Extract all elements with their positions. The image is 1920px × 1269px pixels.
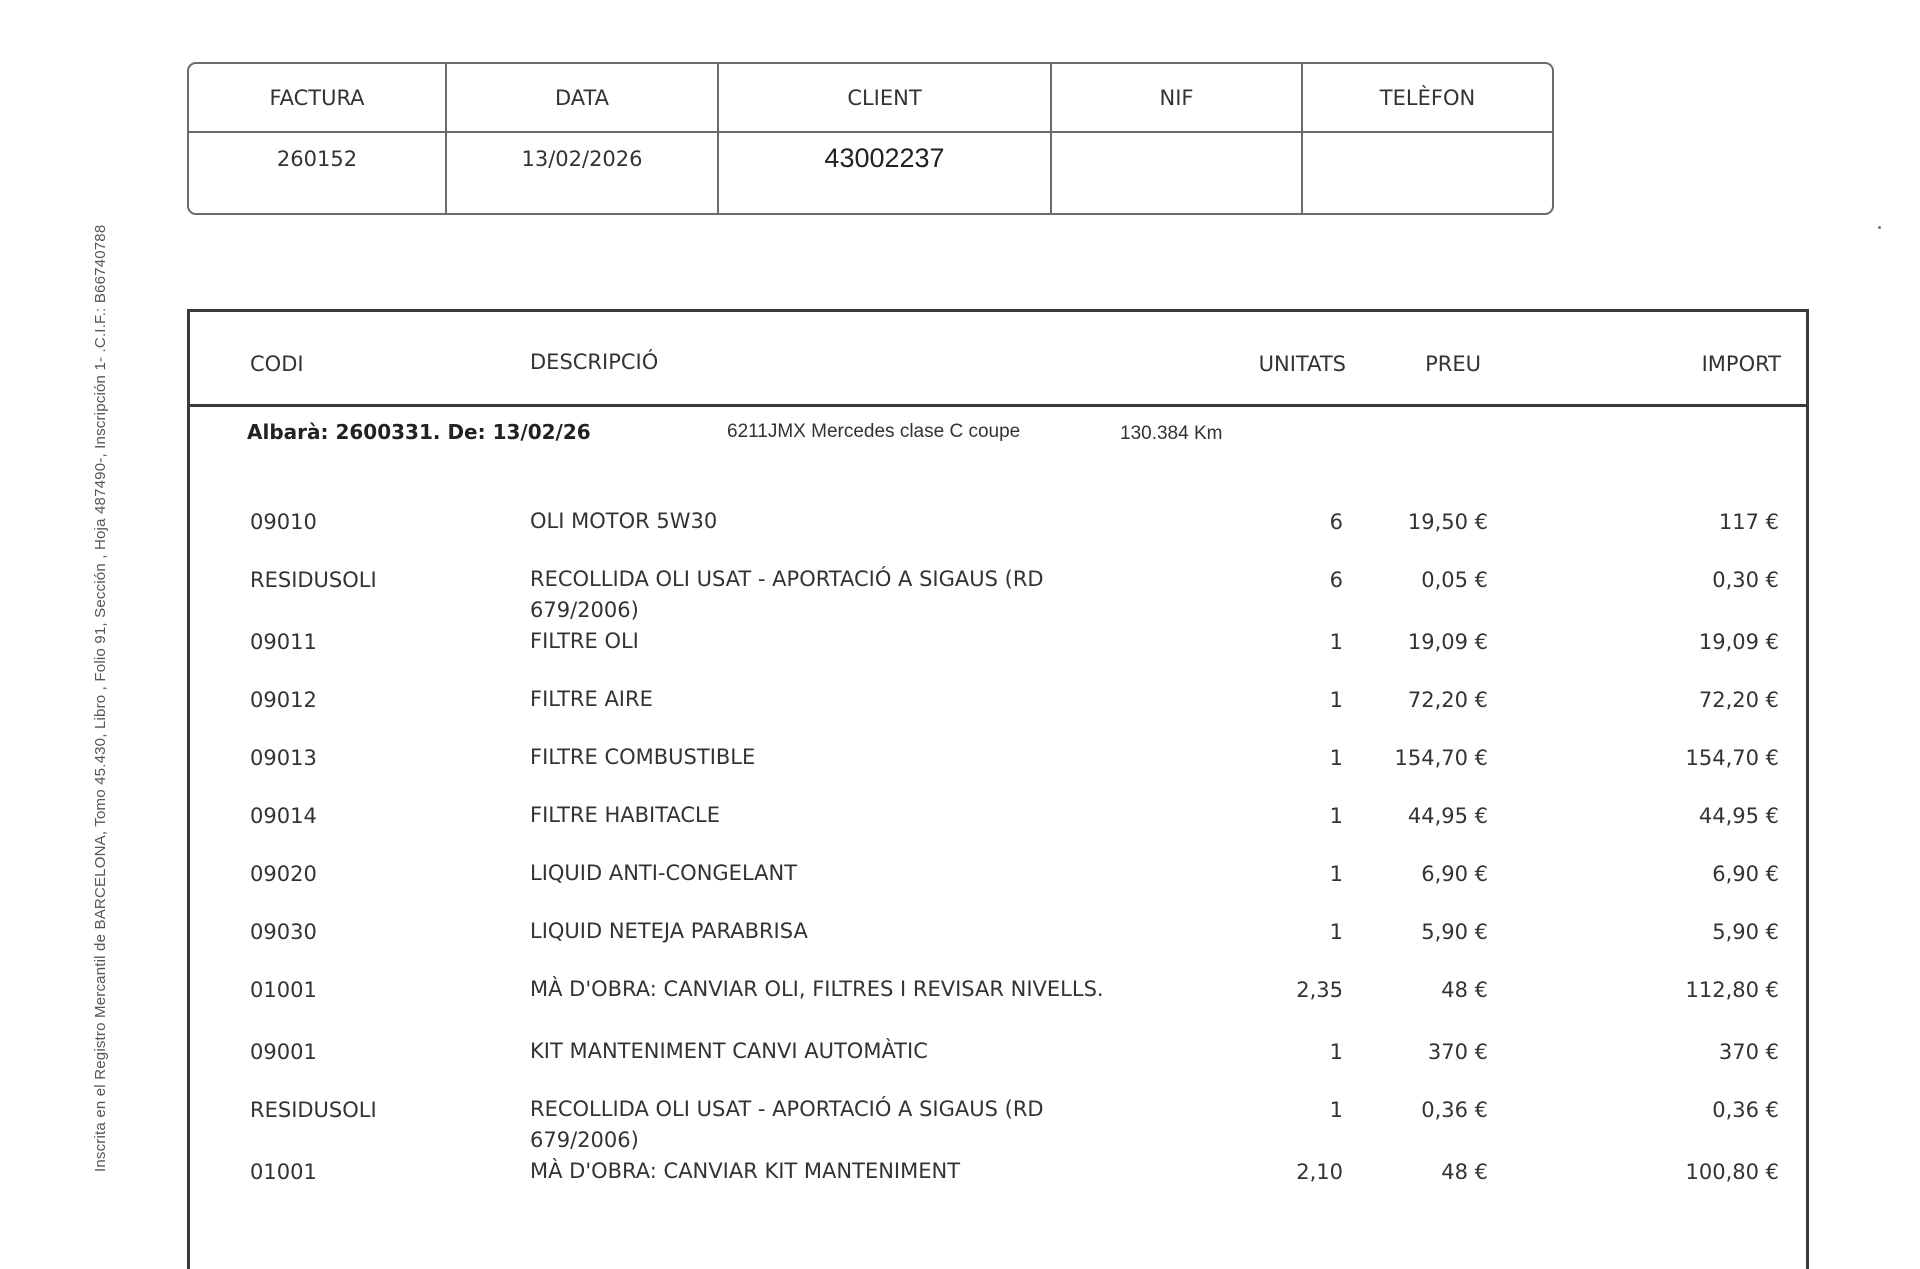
unitats-cell: 1 [1329,1098,1343,1122]
descripcio-cell: RECOLLIDA OLI USAT - APORTACIÓ A SIGAUS (RD 679/2006) [530,567,1044,622]
table-row [190,804,1806,862]
preu-cell: 44,95 € [1407,804,1488,828]
table-row [190,630,1806,688]
data-label: DATA [447,64,719,131]
codi-cell: 09013 [250,746,317,770]
table-row [190,862,1806,920]
invoice-info-box [187,62,1554,215]
descripcio-cell: MÀ D'OBRA: CANVIAR KIT MANTENIMENT [530,1159,961,1183]
invoice-info-header [189,64,1552,133]
factura-value: 260152 [189,133,447,215]
unitats-cell: 2,10 [1296,1160,1343,1184]
preu-cell: 6,90 € [1421,862,1488,886]
nif-label: NIF [1052,64,1303,131]
scan-speck [1878,226,1881,229]
nif-value [1052,133,1303,215]
import-cell: 100,80 € [1685,1160,1779,1184]
table-row [190,1040,1806,1098]
descripcio-cell: LIQUID NETEJA PARABRISA [530,919,808,943]
table-row [190,510,1806,568]
import-cell: 117 € [1718,510,1779,534]
descripcio-cell: FILTRE AIRE [530,687,653,711]
codi-cell: 09012 [250,688,317,712]
import-cell: 112,80 € [1685,978,1779,1002]
import-cell: 0,30 € [1712,568,1779,592]
albara-line [247,420,1806,450]
codi-cell: 09030 [250,920,317,944]
preu-column-header: PREU [1425,352,1481,376]
codi-cell: 09001 [250,1040,317,1064]
lines-table-header [190,312,1806,407]
import-cell: 72,20 € [1698,688,1779,712]
codi-cell: 09020 [250,862,317,886]
descripcio-cell: FILTRE COMBUSTIBLE [530,745,756,769]
table-row [190,1160,1806,1218]
telefon-label: TELÈFON [1379,85,1476,110]
import-cell: 154,70 € [1685,746,1779,770]
codi-cell: RESIDUSOLI [250,568,377,592]
invoice-lines-table [187,309,1809,1269]
table-row [190,688,1806,746]
descripcio-cell: MÀ D'OBRA: CANVIAR OLI, FILTRES I REVISAR NIVELLS. [530,977,1104,1001]
codi-cell: 09011 [250,630,317,654]
preu-cell: 0,05 € [1421,568,1488,592]
preu-cell: 19,09 € [1407,630,1488,654]
client-value: 43002237 [719,133,1052,215]
codi-cell: 09010 [250,510,317,534]
table-row [190,978,1806,1040]
descripcio-cell: KIT MANTENIMENT CANVI AUTOMÀTIC [530,1039,928,1063]
codi-cell: RESIDUSOLI [250,1098,377,1122]
mileage: 130.384 Km [1120,423,1223,444]
factura-label: FACTURA [189,64,447,131]
preu-cell: 48 € [1441,978,1488,1002]
unitats-cell: 6 [1329,510,1343,534]
preu-cell: 154,70 € [1394,746,1488,770]
line-items [190,510,1806,1218]
import-cell: 0,36 € [1712,1098,1779,1122]
preu-cell: 72,20 € [1407,688,1488,712]
descripcio-cell: RECOLLIDA OLI USAT - APORTACIÓ A SIGAUS (RD 679/2006) [530,1097,1044,1152]
descripcio-cell: FILTRE OLI [530,629,639,653]
albara-number: Albarà: 2600331. De: 13/02/26 [247,420,591,444]
unitats-cell: 1 [1329,1040,1343,1064]
preu-cell: 48 € [1441,1160,1488,1184]
unitats-cell: 1 [1329,862,1343,886]
registry-note: Inscrita en el Registro Mercantil de BARCELONA, Tomo 45.430, Libro , Folio 91, Sección , Hoja 487490-, Inscripción 1- .C.I.F.: B66740788 [92,224,109,1172]
table-row [190,920,1806,978]
client-label: CLIENT [719,64,1052,131]
table-row [190,568,1806,630]
descripcio-column-header: DESCRIPCIÓ [530,350,659,374]
unitats-cell: 6 [1329,568,1343,592]
telefon-value [1303,133,1552,215]
import-cell: 6,90 € [1712,862,1779,886]
import-cell: 19,09 € [1698,630,1779,654]
preu-cell: 19,50 € [1407,510,1488,534]
codi-cell: 01001 [250,1160,317,1184]
unitats-cell: 1 [1329,688,1343,712]
unitats-cell: 1 [1329,746,1343,770]
codi-cell: 09014 [250,804,317,828]
unitats-cell: 2,35 [1296,978,1343,1002]
preu-cell: 370 € [1427,1040,1488,1064]
preu-cell: 5,90 € [1421,920,1488,944]
import-cell: 370 € [1718,1040,1779,1064]
codi-cell: 01001 [250,978,317,1002]
preu-cell: 0,36 € [1421,1098,1488,1122]
descripcio-cell: OLI MOTOR 5W30 [530,509,718,533]
table-row [190,746,1806,804]
invoice-info-values [189,133,1552,215]
descripcio-cell: LIQUID ANTI-CONGELANT [530,861,798,885]
table-row [190,1098,1806,1160]
import-cell: 44,95 € [1698,804,1779,828]
unitats-cell: 1 [1329,804,1343,828]
data-value: 13/02/2026 [447,133,719,215]
unitats-cell: 1 [1329,920,1343,944]
import-cell: 5,90 € [1712,920,1779,944]
vehicle-info: 6211JMX Mercedes clase C coupe [727,421,1021,442]
unitats-column-header: UNITATS [1258,352,1346,376]
unitats-cell: 1 [1329,630,1343,654]
descripcio-cell: FILTRE HABITACLE [530,803,721,827]
import-column-header: IMPORT [1701,352,1781,376]
codi-column-header: CODI [250,352,304,376]
